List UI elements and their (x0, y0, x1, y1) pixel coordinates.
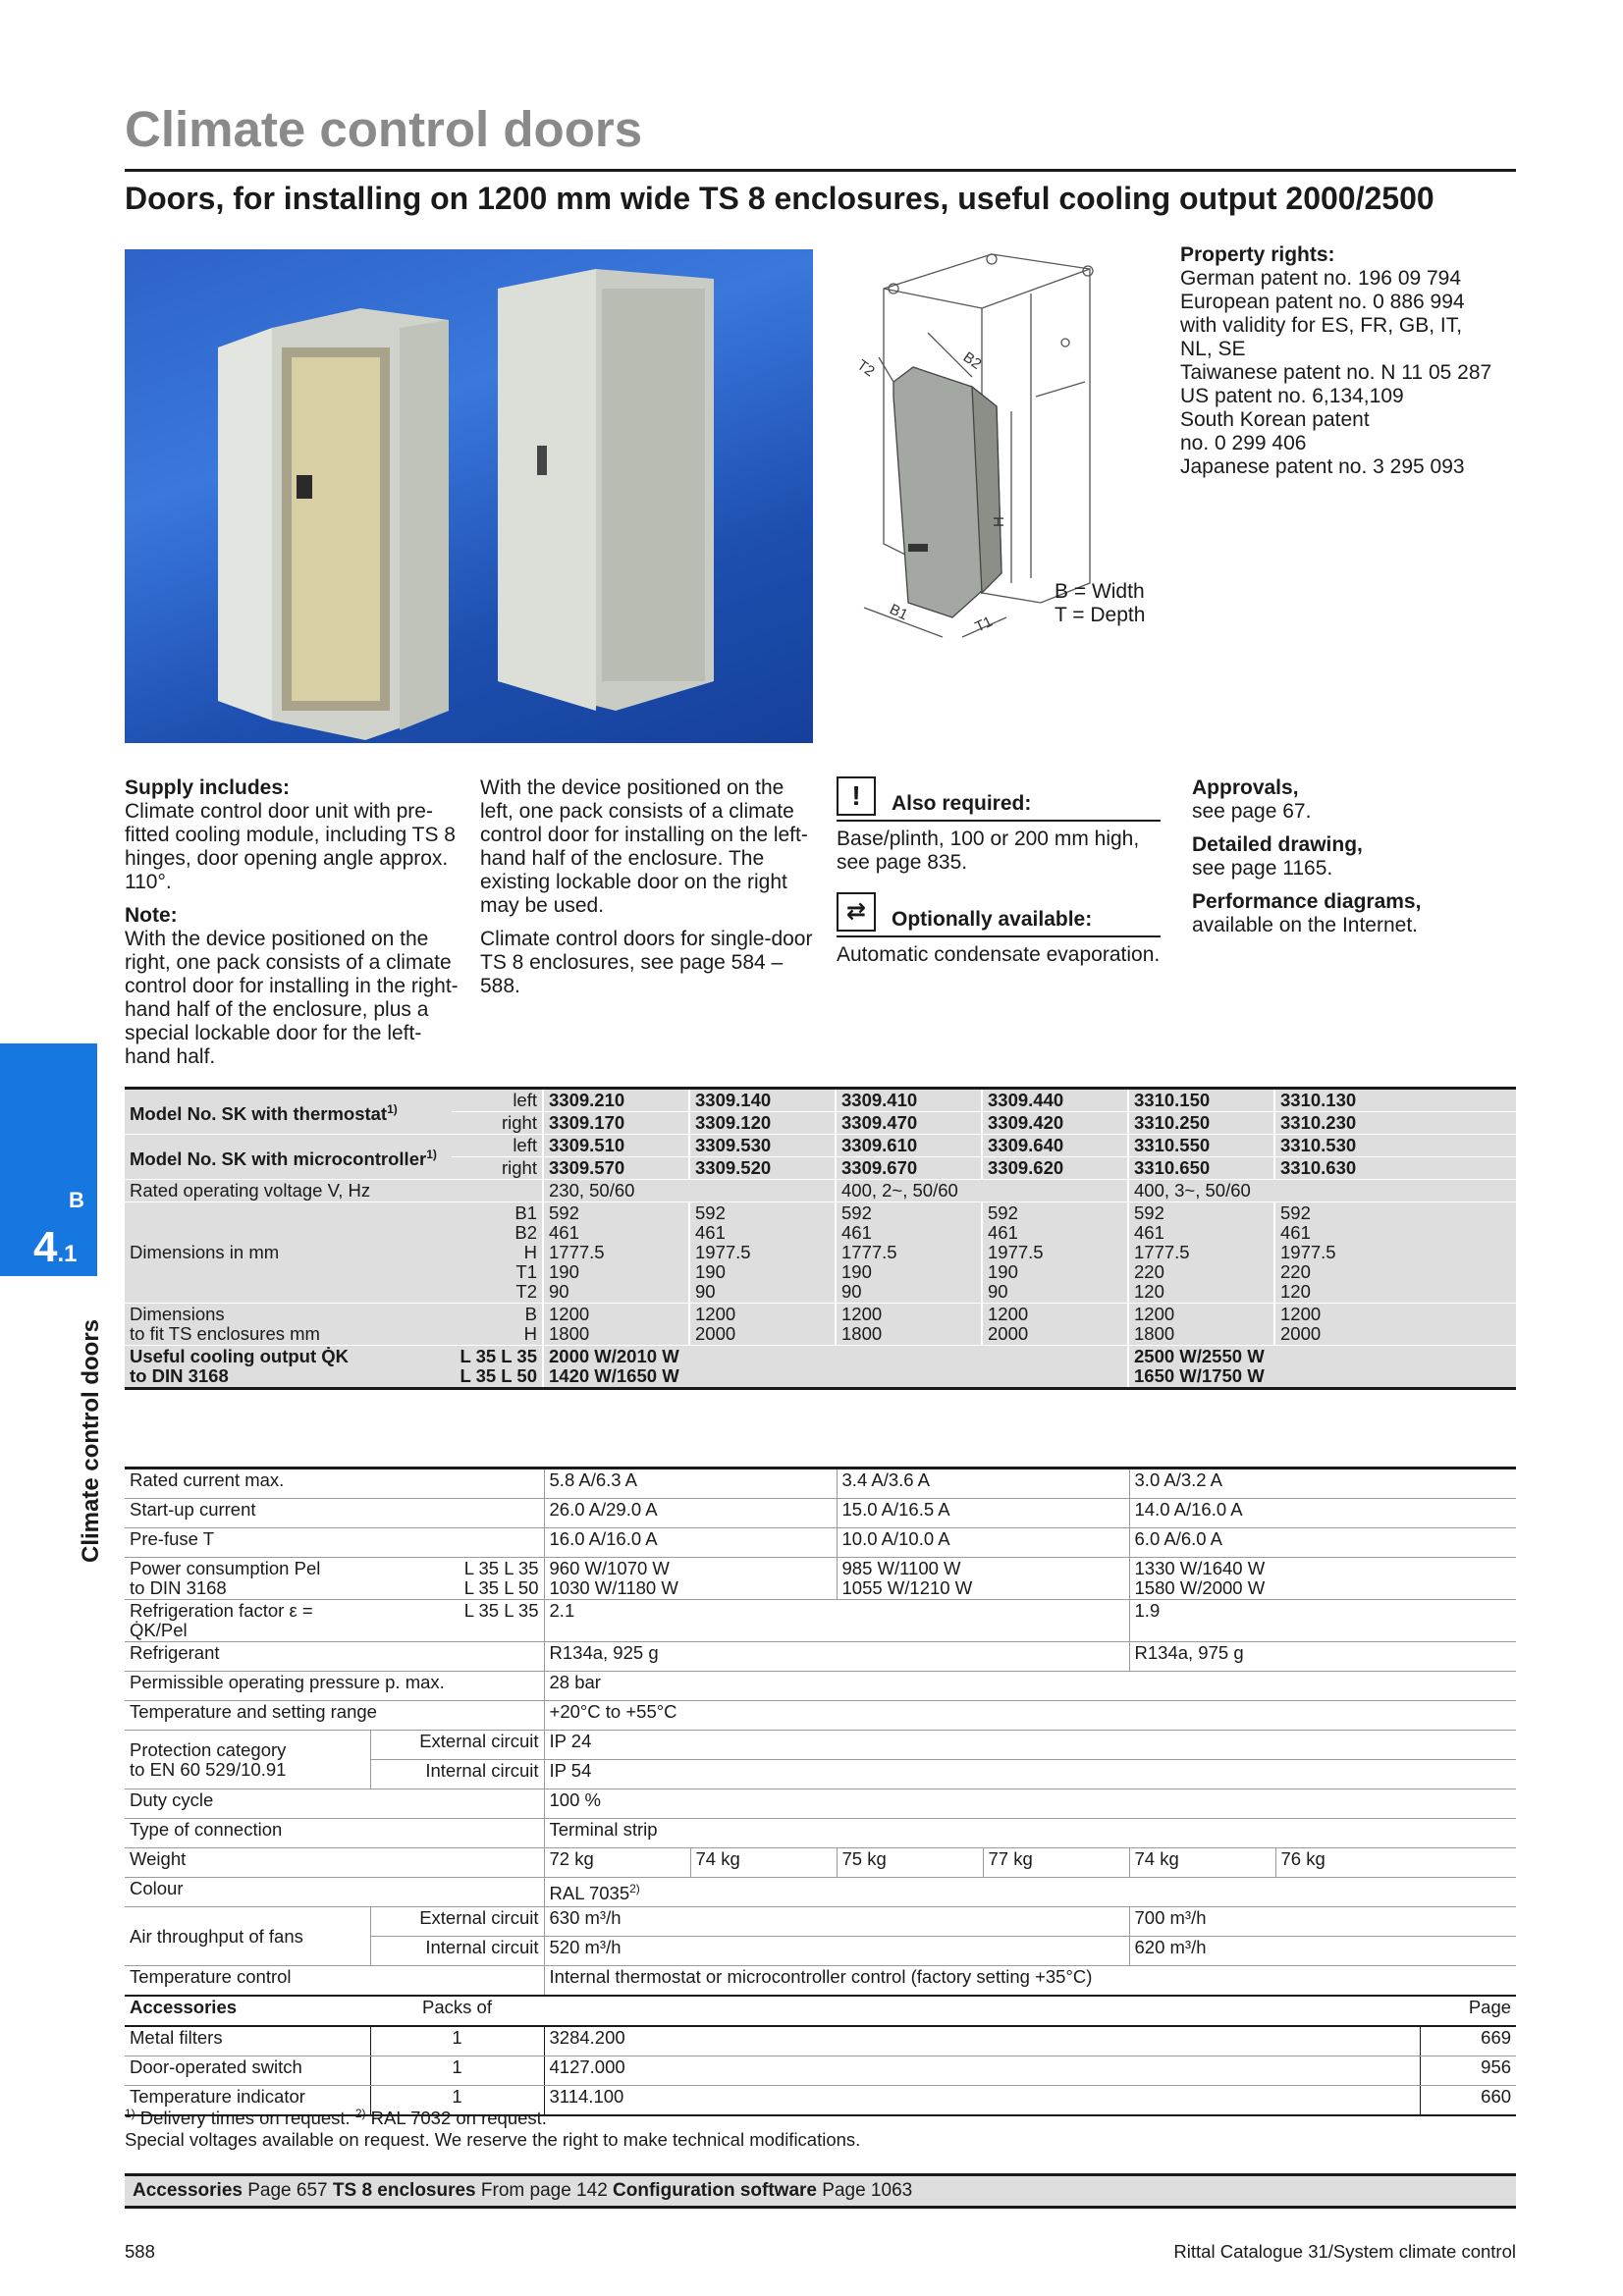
optional-text: Automatic condensate evaporation. (837, 943, 1161, 966)
table-row: Rated current max. 5.8 A/6.3 A 3.4 A/3.6 A 3.0 A/3.2 A (125, 1468, 1516, 1499)
also-required-text: Base/plinth, 100 or 200 mm high, see page 835. (837, 828, 1140, 874)
title-rule (125, 169, 1516, 172)
accessory-row: Door-operated switch 1 4127.000 956 (125, 2056, 1516, 2086)
table-row: Internal circuit IP 54 (125, 1760, 1516, 1789)
approvals-text: see page 67. (1192, 800, 1312, 823)
table-row: right 3309.570 3309.520 3309.670 3309.620 3310.650 3310.630 (125, 1157, 1516, 1180)
table-row: Weight 72 kg 74 kg 75 kg 77 kg 74 kg 76 kg (125, 1848, 1516, 1878)
patent-line: European patent no. 0 886 994 (1180, 291, 1465, 313)
chapter-number: 4.1 (33, 1223, 78, 1271)
footnote-line-1: $^{1)}$ Delivery times on request. $^{2)}$ RAL 7032 on request. (125, 2107, 547, 2129)
model-table (125, 1087, 1516, 1390)
note-heading: Note: (125, 904, 178, 927)
catalog-name: Rittal Catalogue 31/System climate control (1173, 2241, 1516, 2262)
approvals-heading: Approvals, (1192, 776, 1299, 799)
supply-text: Climate control door unit with pre-fitted cooling module, including TS 8 hinges, door opening angle approx. 110°. (125, 800, 456, 893)
table-row: Power consumption Pel to DIN 3168 L 35 L 35 L 35 L 50 960 W/1070 W 1030 W/1180 W 985 W/1100 W 1055 W/1210 W 1330 W/1640 W 1580 W/2000 W (125, 1558, 1516, 1600)
table-row: Colour RAL 7035$^{2)}$ (125, 1878, 1516, 1907)
optional-heading: ⇄ Optionally available: (837, 892, 1161, 937)
patent-line: Japanese patent no. 3 295 093 (1180, 455, 1465, 478)
spec-table (125, 1467, 1516, 2116)
device-position-notes (480, 776, 814, 1008)
performance-heading: Performance diagrams, (1192, 890, 1422, 913)
accessories-header-row: Accessories Packs of Page (125, 1996, 1516, 2026)
requirements (837, 776, 1161, 977)
cross-reference-bar: Accessories Page 657 TS 8 enclosures From page 142 Configuration software Page 1063 (125, 2173, 1516, 2209)
page-subtitle: Doors, for installing on 1200 mm wide TS 8 enclosures, useful cooling output 2000/2500 (125, 181, 1434, 216)
table-row: Rated operating voltage V, Hz 230, 50/60 400, 2~, 50/60 400, 3~, 50/60 (125, 1180, 1516, 1202)
table-row: Air throughput of fans External circuit 630 m³/h 700 m³/h (125, 1907, 1516, 1937)
legend-depth: T = Depth (1055, 604, 1146, 626)
warning-icon: ! (837, 776, 876, 816)
table-row: Internal circuit 520 m³/h 620 m³/h (125, 1937, 1516, 1966)
patent-line: with validity for ES, FR, GB, IT, (1180, 314, 1463, 337)
drawing-label-b2: B2 (959, 348, 985, 373)
supply-heading: Supply includes: (125, 776, 291, 799)
drawing-label-b1: B1 (887, 601, 911, 624)
table-row: Temperature and setting range +20°C to +55°C (125, 1701, 1516, 1731)
chapter-side-label: Climate control doors (78, 1318, 104, 1563)
product-photo-illustration (125, 249, 813, 743)
table-row: Temperature control Internal thermostat or microcontroller control (factory setting +35°C) (125, 1966, 1516, 1997)
table-row: Dimensions in mm B1 B2 H T1 T2 592 461 1777.5 190 90 592 461 1977.5 190 90 592 461 1777.5 190 90 592 461 1977.5 190 90 592 461 1777.5 220 120 592 461 1977.5 220 120 (125, 1202, 1516, 1304)
patent-line: US patent no. 6,134,109 (1180, 385, 1404, 407)
chapter-letter: B (69, 1188, 84, 1212)
property-rights (1180, 243, 1514, 479)
thermostat-label: Model No. SK with thermostat$^{1)}$ (125, 1089, 452, 1135)
table-row: Useful cooling output Q̇K to DIN 3168 L 35 L 35 L 35 L 50 2000 W/2010 W 1420 W/1650 W 2500 W/2550 W 1650 W/1750 W (125, 1346, 1516, 1389)
performance-text: available on the Internet. (1192, 914, 1418, 936)
table-row: Type of connection Terminal strip (125, 1819, 1516, 1848)
page-number: 588 (125, 2241, 155, 2262)
accessory-row: Metal filters 1 3284.200 669 (125, 2026, 1516, 2056)
microcontroller-label: Model No. SK with microcontroller$^{1)}$ (125, 1135, 452, 1180)
table-row: Duty cycle 100 % (125, 1789, 1516, 1819)
footnotes (125, 2103, 860, 2151)
page-title: Climate control doors (125, 101, 643, 157)
patent-line: NL, SE (1180, 338, 1246, 360)
property-rights-heading: Property rights: (1180, 243, 1335, 266)
table-row: Refrigerant R134a, 925 g R134a, 975 g (125, 1642, 1516, 1672)
table-row: Refrigeration factor ε = Q̇K/Pel L 35 L 35 2.1 1.9 (125, 1600, 1516, 1642)
table-row: right 3309.170 3309.120 3309.470 3309.420 3310.250 3310.230 (125, 1112, 1516, 1135)
detailed-drawing-text: see page 1165. (1192, 857, 1333, 880)
table-row: Model No. SK with thermostat$^{1)}$ left 3309.210 3309.140 3309.410 3309.440 3310.150 3310.130 (125, 1089, 1516, 1112)
patent-line: no. 0 299 406 (1180, 432, 1307, 454)
accessory-row: Temperature indicator 1 3114.100 660 (125, 2086, 1516, 2116)
patent-line: Taiwanese patent no. N 11 05 287 (1180, 361, 1492, 384)
single-door-text: Climate control doors for single-door TS 8 enclosures, see page 584 – 588. (480, 928, 813, 997)
also-required-heading: ! Also required: (837, 776, 1161, 822)
footnote-line-2: Special voltages available on request. We reserve the right to make technical modifications. (125, 2129, 861, 2151)
table-row: Start-up current 26.0 A/29.0 A 15.0 A/16.5 A 14.0 A/16.0 A (125, 1499, 1516, 1528)
approvals-info (1192, 776, 1516, 947)
supply-includes (125, 776, 459, 1079)
detailed-drawing-heading: Detailed drawing, (1192, 833, 1363, 856)
table-row: Protection category to EN 60 529/10.91 External circuit IP 24 (125, 1731, 1516, 1760)
left-device-text: With the device positioned on the left, one pack consists of a climate control door for installing on the left-hand half of the enclosure. The existing lockable door on the right may be used. (480, 776, 808, 917)
drawing-legend (1055, 580, 1145, 627)
table-row: Pre-fuse T 16.0 A/16.0 A 10.0 A/10.0 A 6.0 A/6.0 A (125, 1528, 1516, 1558)
note-text: With the device positioned on the right, one pack consists of a climate control door for installing in the right-hand half of the enclosure, plus a special lockable door for the left-hand half. (125, 928, 459, 1068)
drawing-label-t2: T2 (853, 356, 878, 381)
legend-width: B = Width (1055, 580, 1145, 603)
drawing-label-h: H (991, 516, 1007, 527)
product-photo (125, 249, 813, 743)
table-row: Permissible operating pressure p. max. 28 bar (125, 1672, 1516, 1701)
drawing-label-t1: T1 (972, 613, 996, 636)
table-row: Model No. SK with microcontroller$^{1)}$ left 3309.510 3309.530 3309.610 3309.640 3310.550 3310.530 (125, 1135, 1516, 1157)
exchange-icon: ⇄ (837, 892, 876, 932)
patent-line: German patent no. 196 09 794 (1180, 267, 1462, 290)
table-row: Dimensions to fit TS enclosures mm B H 1200 1800 1200 2000 1200 1800 1200 2000 1200 1800 1200 2000 (125, 1304, 1516, 1346)
patent-line: South Korean patent (1180, 408, 1370, 431)
